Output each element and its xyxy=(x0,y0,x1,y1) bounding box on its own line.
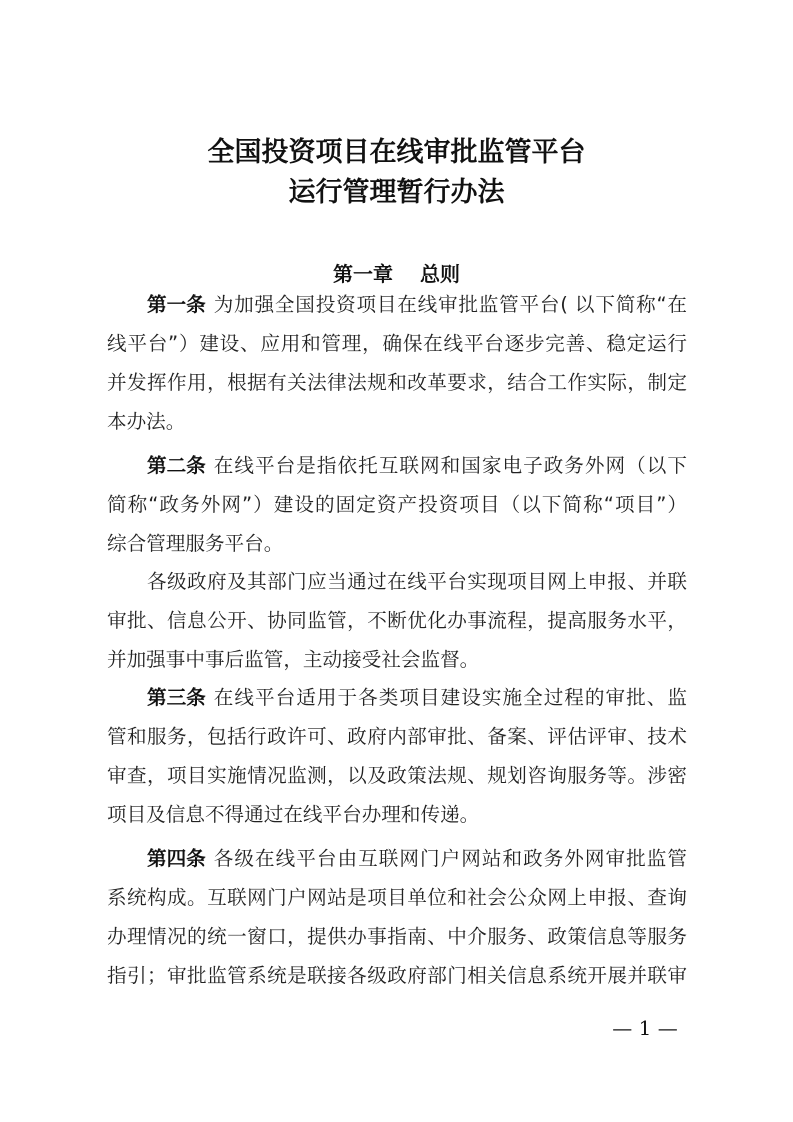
paragraph-line: 办理情况的统一窗口，提供办事指南、中介服务、政策信息等服务 xyxy=(107,925,687,948)
paragraph-line: 简称“政务外网”）建设的固定资产投资项目（以下简称“项目”） xyxy=(107,493,687,516)
paragraph-line: 审批、信息公开、协同监管，不断优化办事流程，提高服务水平， xyxy=(107,609,687,632)
title-line-1: 全国投资项目在线审批监管平台 xyxy=(207,137,586,168)
chapter-heading: 第一章 总则 xyxy=(333,262,460,286)
page-number: — 1 — xyxy=(612,1016,678,1040)
article-label: 第二条 xyxy=(147,454,206,477)
article-text: 在线平台适用于各类项目建设实施全过程的审批、监 xyxy=(213,686,687,709)
article-label: 第三条 xyxy=(147,686,206,709)
article-text: 为加强全国投资项目在线审批监管平台( 以下简称“在 xyxy=(213,293,687,316)
paragraph-line: 并发挥作用，根据有关法律法规和改革要求，结合工作实际，制定 xyxy=(107,371,687,394)
title-line-2: 运行管理暂行办法 xyxy=(288,177,505,208)
paragraph-line: 系统构成。互联网门户网站是项目单位和社会公众网上申报、查询 xyxy=(107,886,687,909)
article-label: 第一条 xyxy=(147,293,206,316)
paragraph-line xyxy=(147,844,687,874)
paragraph-line: 并加强事中事后监管，主动接受社会监督。 xyxy=(107,648,480,671)
article-text: 在线平台是指依托互联网和国家电子政务外网（以下 xyxy=(213,454,687,477)
paragraph-line: 线平台”）建设、应用和管理，确保在线平台逐步完善、稳定运行 xyxy=(107,332,687,355)
paragraph-line: 本办法。 xyxy=(107,410,186,433)
paragraph-line xyxy=(147,290,687,320)
article-label: 第四条 xyxy=(147,847,206,870)
paragraph-line: 管和服务，包括行政许可、政府内部审批、备案、评估评审、技术 xyxy=(107,725,687,748)
paragraph-line: 审查，项目实施情况监测，以及政策法规、规划咨询服务等。涉密 xyxy=(107,764,687,787)
paragraph-line xyxy=(147,451,687,481)
paragraph-line xyxy=(147,683,687,713)
paragraph-line: 各级政府及其部门应当通过在线平台实现项目网上申报、并联 xyxy=(147,570,687,593)
article-text: 各级在线平台由互联网门户网站和政务外网审批监管 xyxy=(213,847,687,870)
document-title xyxy=(0,133,793,213)
paragraph-line: 综合管理服务平台。 xyxy=(107,532,284,555)
paragraph-line: 指引；审批监管系统是联接各级政府部门相关信息系统开展并联审 xyxy=(107,964,687,987)
paragraph-line: 项目及信息不得通过在线平台办理和传递。 xyxy=(107,803,480,826)
